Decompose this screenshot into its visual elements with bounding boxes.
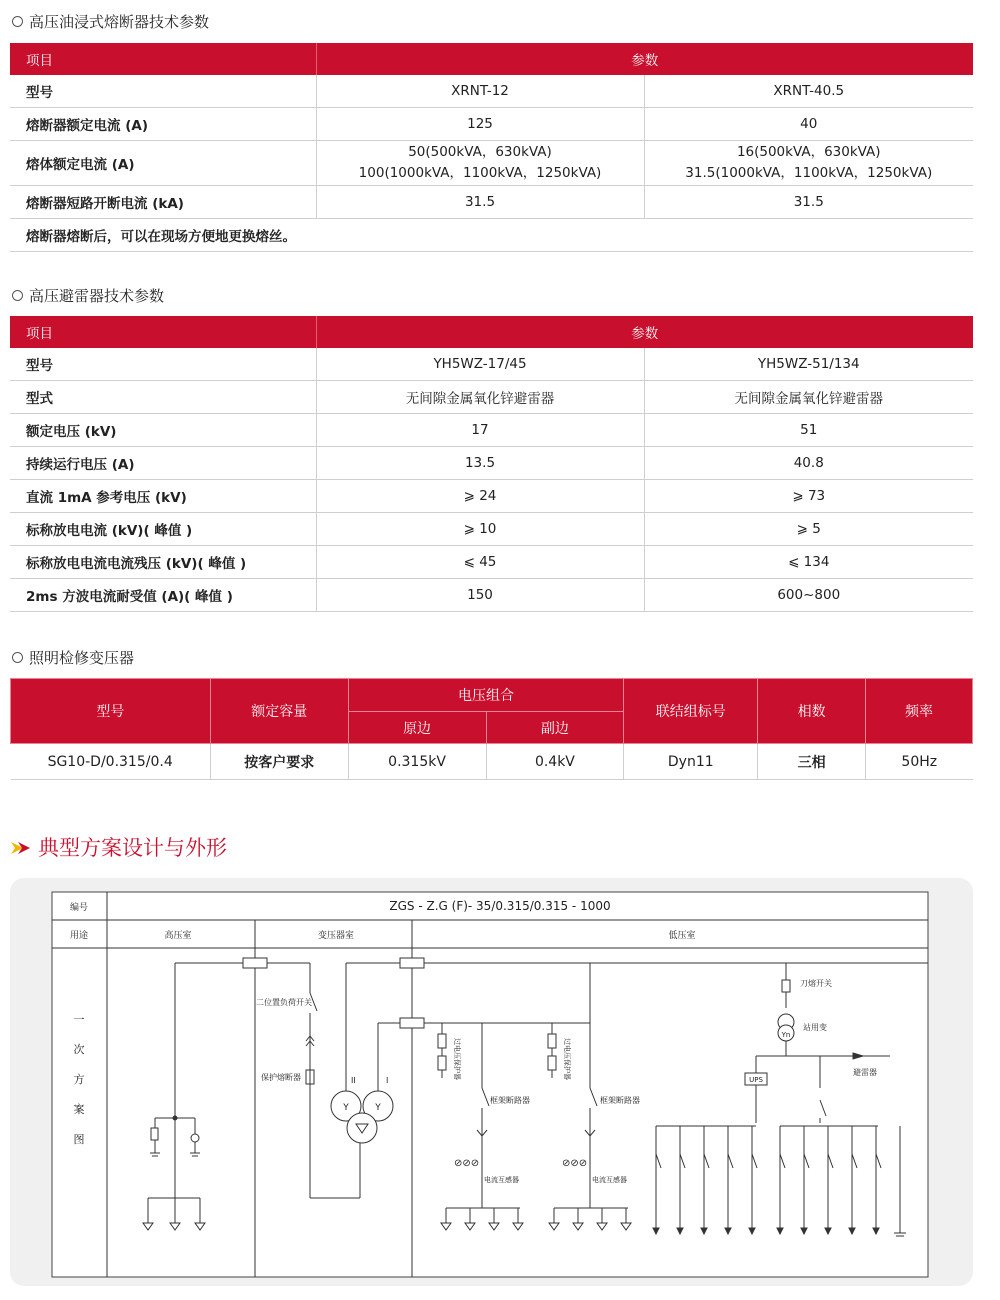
circle-bullet-icon	[12, 290, 23, 301]
table-header	[10, 43, 973, 75]
table-row: 型号 XRNT-12 XRNT-40.5	[10, 75, 973, 108]
svg-text:方: 方	[73, 1073, 85, 1086]
header-item: 项目	[10, 43, 316, 75]
svg-text:Y: Y	[343, 1103, 349, 1113]
svg-text:一: 一	[73, 1013, 85, 1026]
table-header: 项目 参数	[10, 316, 973, 348]
svg-text:低压室: 低压室	[668, 931, 696, 941]
svg-text:框架断路器: 框架断路器	[490, 1096, 530, 1105]
table-row: 2ms 方波电流耐受值 (A)( 峰值 ) 150 600~800	[10, 579, 973, 612]
table-row: 熔断器短路开断电流 (kA) 31.5 31.5	[10, 186, 973, 219]
svg-text:电流互感器: 电流互感器	[592, 1176, 627, 1184]
svg-text:次: 次	[73, 1043, 85, 1056]
svg-text:⊘⊘⊘: ⊘⊘⊘	[454, 1158, 480, 1169]
table-row: 型式 无间隙金属氧化锌避雷器 无间隙金属氧化锌避雷器	[10, 381, 973, 414]
arrow-icon	[10, 840, 32, 856]
svg-text:电流互感器: 电流互感器	[484, 1176, 519, 1184]
svg-text:框架断路器: 框架断路器	[600, 1096, 640, 1105]
svg-text:图: 图	[73, 1133, 85, 1146]
arrester-spec-table	[10, 316, 973, 612]
svg-text:变压器室: 变压器室	[317, 931, 355, 941]
table-row: 额定电压 (kV) 17 51	[10, 414, 973, 447]
header-primary: 原边	[348, 712, 486, 744]
header-capacity: 额定容量	[210, 679, 348, 744]
svg-text:Yn: Yn	[781, 1031, 791, 1039]
svg-text:刀熔开关: 刀熔开关	[800, 979, 832, 988]
table-row-note: 熔断器熔断后，可以在现场方便地更换熔丝。	[10, 219, 973, 252]
header-phase: 相数	[758, 679, 866, 744]
table-row: 熔断器额定电流 (A) 125 40	[10, 108, 973, 141]
svg-text:二位置负荷开关: 二位置负荷开关	[256, 998, 312, 1007]
header-secondary: 副边	[486, 712, 624, 744]
svg-text:站用变: 站用变	[803, 1023, 827, 1032]
table-row: 标称放电电流电流残压 (kV)( 峰值 ) ⩽ 45 ⩽ 134	[10, 546, 973, 579]
header-freq: 频率	[866, 679, 973, 744]
transformer-table	[10, 678, 973, 780]
table-row: 熔体额定电流 (A) 50(500kVA，630kVA) 100(1000kVA，1100kVA，1250kVA) 16(500kVA，630kVA) 31.5(1000kVA，1100kVA，1250kVA)	[10, 141, 973, 186]
svg-text:过电压保护器: 过电压保护器	[453, 1038, 461, 1080]
section-title-fuse: 高压油浸式熔断器技术参数	[12, 11, 209, 32]
header-group: 联结组标号	[624, 679, 758, 744]
svg-text:案: 案	[73, 1103, 85, 1116]
header-model: 型号	[11, 679, 211, 744]
svg-text:⊘⊘⊘: ⊘⊘⊘	[562, 1158, 588, 1169]
section-heading: 典型方案设计与外形	[10, 832, 227, 862]
svg-text:Y: Y	[375, 1103, 381, 1113]
section-title-transformer: 照明检修变压器	[12, 647, 134, 668]
circle-bullet-icon	[12, 16, 23, 27]
svg-text:II: II	[351, 1076, 356, 1085]
svg-text:过电压保护器: 过电压保护器	[563, 1038, 571, 1080]
svg-text:用途: 用途	[69, 931, 89, 941]
svg-text:UPS: UPS	[749, 1076, 763, 1084]
header-voltage: 电压组合	[348, 679, 624, 712]
circle-bullet-icon	[12, 652, 23, 663]
svg-text:保护熔断器: 保护熔断器	[261, 1073, 301, 1082]
table-row: 型号 YH5WZ-17/45 YH5WZ-51/134	[10, 348, 973, 381]
svg-text:高压室: 高压室	[164, 931, 192, 941]
table-row: 持续运行电压 (A) 13.5 40.8	[10, 447, 973, 480]
single-line-diagram	[10, 878, 973, 1286]
svg-text:I: I	[386, 1076, 389, 1085]
label-number: 编号	[69, 903, 89, 913]
table-row: 标称放电电流 (kV)( 峰值 ) ⩾ 10 ⩾ 5	[10, 513, 973, 546]
table-row: 直流 1mA 参考电压 (kV) ⩾ 24 ⩾ 73	[10, 480, 973, 513]
header-param: 参数	[316, 43, 973, 75]
fuse-spec-table	[10, 43, 973, 252]
section-title-arrester: 高压避雷器技术参数	[12, 285, 164, 306]
table-row: SG10-D/0.315/0.4 按客户要求 0.315kV 0.4kV Dyn11 三相 50Hz	[11, 744, 973, 780]
svg-text:避雷器: 避雷器	[853, 1068, 877, 1077]
scheme-code: ZGS - Z.G (F)- 35/0.315/0.315 - 1000	[389, 899, 611, 913]
